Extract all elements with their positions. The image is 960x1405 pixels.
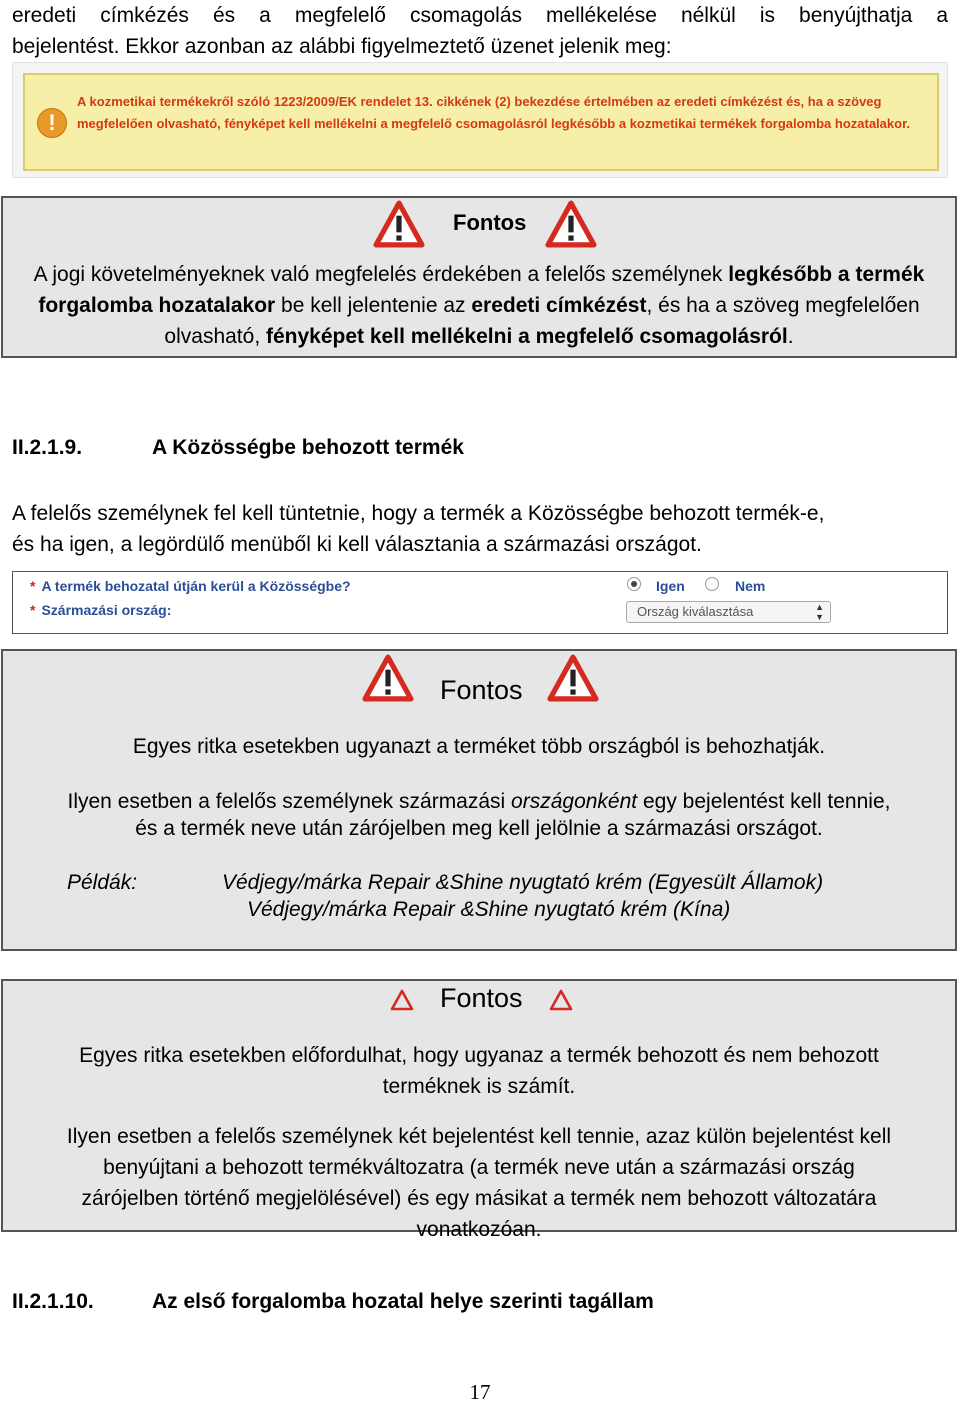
note-1-text-part: be kell jelentenie az: [275, 294, 472, 317]
section-title: A Közösségbe behozott termék: [152, 436, 464, 459]
warning-triangle-icon: [544, 200, 598, 248]
note-1-title: Fontos: [453, 210, 527, 235]
section-number: II.2.1.10.: [12, 1290, 94, 1313]
required-mark: *: [30, 602, 36, 618]
required-mark: *: [30, 578, 36, 594]
note-1-text-part: A jogi követelményeknek való megfelelés érdekében a felelős személynek: [33, 263, 729, 286]
note-1-text: [13, 259, 945, 352]
note-1-text-part: , és ha a szöveg megfelelően olvasható,: [164, 294, 920, 348]
imported-question-label: [30, 578, 351, 594]
alert-icon: !: [37, 108, 67, 138]
radio-no[interactable]: [705, 577, 719, 591]
import-form-screenshot: [12, 571, 948, 634]
note-2-text-part: egy bejelentést kell tennie,: [637, 790, 891, 813]
intro-paragraph: [12, 0, 948, 62]
warning-triangle-icon: [546, 654, 600, 702]
note-1-text-part: .: [787, 325, 794, 348]
note-3-para-2: [3, 1121, 955, 1245]
examples-label: Példák:: [67, 871, 138, 894]
note-3-line: vonatkozóan.: [416, 1218, 542, 1241]
important-note-3: [1, 979, 957, 1241]
example-1: Védjegy/márka Repair &Shine nyugtató krém (Egyesült Államok): [222, 871, 824, 894]
important-note-2: [1, 649, 957, 951]
warning-triangle-outline-icon: [549, 989, 573, 1011]
radio-yes[interactable]: [627, 577, 641, 591]
note-3-line: terméknek is számít.: [382, 1075, 576, 1098]
section-body: [12, 498, 952, 560]
note-3-line: Egyes ritka esetekben előfordulhat, hogy ugyanaz a termék behozott és nem behozott: [79, 1044, 879, 1067]
origin-country-label: [30, 602, 171, 618]
intro-line-1: eredeti címkézés és a megfelelő csomagolás mellékelése nélkül is benyújthatja a: [12, 4, 948, 27]
note-2-line-1: Egyes ritka esetekben ugyanazt a terméket több országból is behozhatják.: [132, 735, 826, 758]
section-number: II.2.1.9.: [12, 436, 83, 459]
page-number: 17: [469, 1380, 491, 1404]
country-select[interactable]: [626, 601, 831, 623]
origin-country-text: Származási ország:: [41, 602, 172, 618]
imported-question-text: A termék behozatal útján kerül a Közösségbe?: [41, 578, 351, 594]
intro-line-2: bejelentést. Ekkor azonban az alábbi figyelmeztető üzenet jelenik meg:: [12, 35, 672, 58]
note-3-line: benyújtani a behozott termékváltozatra (a termék neve után a származási ország: [103, 1156, 855, 1179]
note-3-para-1: [3, 1040, 955, 1102]
example-2: Védjegy/márka Repair &Shine nyugtató krém (Kína): [247, 898, 731, 921]
warning-message-text: A kozmetikai termékekről szóló 1223/2009/EK rendelet 13. cikkének (2) bekezdése értelmében az eredeti címkézést és, ha a szöveg megfelelően olvasható, fényképet kell mellékelni a megfelelő csomagolásról legkésőbb a kozmetikai termékek forgalomba hozatalakor.: [77, 94, 911, 131]
note-2-text-italic: országonként: [511, 790, 638, 813]
select-arrows-icon: ▲ ▼: [815, 602, 824, 622]
note-1-text-bold: eredeti címkézést: [471, 294, 647, 317]
note-1-text-bold: legkésőbb a termék forgalomba hozatalakor: [38, 263, 925, 317]
section-title: Az első forgalomba hozatal helye szerinti tagállam: [152, 1290, 654, 1313]
section-body-line: A felelős személynek fel kell tüntetnie, hogy a termék a Közösségbe behozott termék-e,: [12, 502, 825, 525]
note-2-text-part: Ilyen esetben a felelős személynek származási: [67, 790, 512, 813]
warning-triangle-icon: [361, 654, 415, 702]
radio-no-label: Nem: [735, 578, 766, 594]
note-1-text-bold: fényképet kell mellékelni a megfelelő csomagolásról: [266, 325, 788, 348]
warning-message-screenshot: [12, 62, 948, 178]
warning-message-box: [23, 73, 939, 171]
radio-yes-label: Igen: [656, 578, 685, 594]
warning-triangle-icon: [372, 200, 426, 248]
warning-triangle-outline-icon: [390, 989, 414, 1011]
note-3-title: Fontos: [440, 983, 523, 1013]
section-body-line: és ha igen, a legördülő menüből ki kell választania a származási országot.: [12, 533, 702, 556]
note-3-line: Ilyen esetben a felelős személynek két bejelentést kell tennie, azaz külön bejelentést kell: [66, 1125, 892, 1148]
country-select-value: Ország kiválasztása: [637, 604, 754, 619]
note-3-line: zárójelben történő megjelölésével) és egy másikat a termék nem behozott változatára: [81, 1187, 877, 1210]
note-2-title: Fontos: [440, 675, 523, 705]
important-note-1: [1, 196, 957, 358]
note-2-line-3: és a termék neve után zárójelben meg kell jelölnie a származási országot.: [135, 817, 823, 840]
